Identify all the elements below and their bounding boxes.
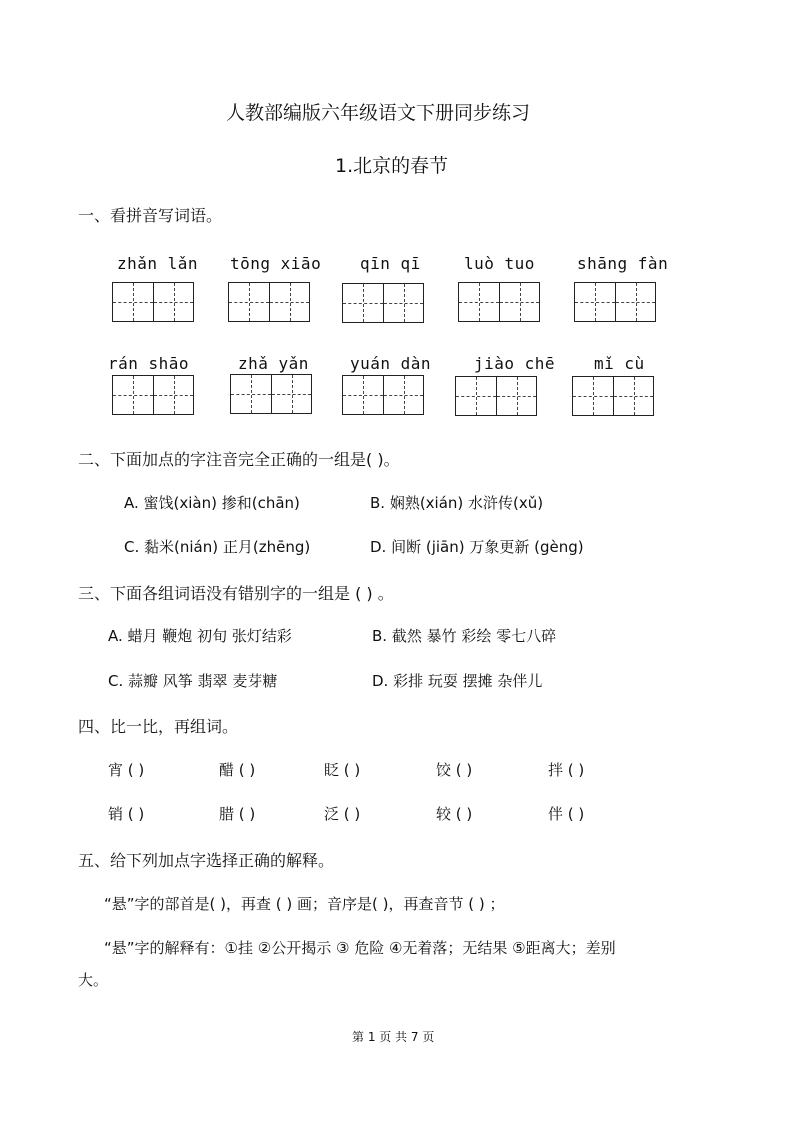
option-d[interactable]: D. 彩排 玩耍 摆摊 杂伴儿 [372, 672, 543, 690]
word-compare-item[interactable]: 较 ( ) [436, 805, 473, 823]
writing-grid[interactable] [228, 282, 310, 322]
word-compare-item[interactable]: 醋 ( ) [219, 761, 256, 779]
word-compare-item[interactable]: 宵 ( ) [108, 761, 145, 779]
option-c[interactable]: C. 蒜瓣 风筝 翡翠 麦芽糖 [108, 672, 278, 690]
pinyin-label: luò tuo [464, 254, 535, 273]
word-compare-item[interactable]: 眨 ( ) [324, 761, 361, 779]
writing-grid[interactable] [112, 282, 194, 322]
word-compare-item[interactable]: 销 ( ) [108, 805, 145, 823]
pinyin-label: tōng xiāo [230, 254, 322, 273]
pinyin-label: qīn qī [360, 254, 421, 273]
pinyin-label: zhǎn lǎn [117, 254, 199, 273]
writing-grid[interactable] [574, 282, 656, 322]
explanation-line: “悬”字的解释有：①挂 ②公开揭示 ③ 危险 ④无着落；无结果 ⑤距离大；差别 [104, 939, 616, 957]
option-b[interactable]: B. 截然 暴竹 彩绘 零七八碎 [372, 627, 557, 645]
option-d[interactable]: D. 间断 (jiān) 万象更新 (gèng) [370, 538, 584, 556]
word-compare-item[interactable]: 饺 ( ) [436, 761, 473, 779]
section-4-heading: 四、比一比，再组词。 [78, 717, 239, 736]
pinyin-label: zhǎ yǎn [238, 354, 309, 373]
section-2-heading: 二、下面加点的字注音完全正确的一组是( )。 [78, 450, 400, 469]
pinyin-label: rán shāo [108, 354, 190, 373]
word-compare-item[interactable]: 泛 ( ) [324, 805, 361, 823]
pinyin-label: shāng fàn [577, 254, 669, 273]
writing-grid[interactable] [112, 375, 194, 415]
writing-grid[interactable] [455, 376, 537, 416]
section-5-heading: 五、给下列加点字选择正确的解释。 [78, 851, 335, 870]
explanation-line: 大。 [78, 971, 109, 989]
writing-grid[interactable] [572, 376, 654, 416]
word-compare-item[interactable]: 拌 ( ) [548, 761, 585, 779]
option-a[interactable]: A. 蜡月 鞭炮 初旬 张灯结彩 [108, 627, 292, 645]
option-b[interactable]: B. 娴熟(xián) 水浒传(xǔ) [370, 494, 544, 512]
document-title: 人教部编版六年级语文下册同步练习 [226, 102, 531, 124]
section-3-heading: 三、下面各组词语没有错别字的一组是 ( ) 。 [78, 584, 394, 603]
page-footer: 第 1 页 共 7 页 [352, 1030, 435, 1044]
writing-grid[interactable] [342, 283, 424, 323]
word-compare-item[interactable]: 伴 ( ) [548, 805, 585, 823]
pinyin-label: yuán dàn [350, 354, 432, 373]
section-1-heading: 一、看拼音写词语。 [78, 206, 223, 225]
pinyin-label: jiào chē [474, 354, 556, 373]
word-compare-item[interactable]: 腊 ( ) [219, 805, 256, 823]
option-c[interactable]: C. 黏米(nián) 正月(zhēng) [124, 538, 311, 556]
lesson-title: 1.北京的春节 [335, 155, 449, 177]
writing-grid[interactable] [230, 374, 312, 414]
pinyin-label: mǐ cù [594, 354, 645, 373]
writing-grid[interactable] [342, 375, 424, 415]
question-line[interactable]: “悬”字的部首是( )，再查 ( ) 画；音序是( )，再查音节 ( ) ； [104, 895, 505, 913]
writing-grid[interactable] [458, 282, 540, 322]
option-a[interactable]: A. 蜜饯(xiàn) 掺和(chān) [124, 494, 300, 512]
